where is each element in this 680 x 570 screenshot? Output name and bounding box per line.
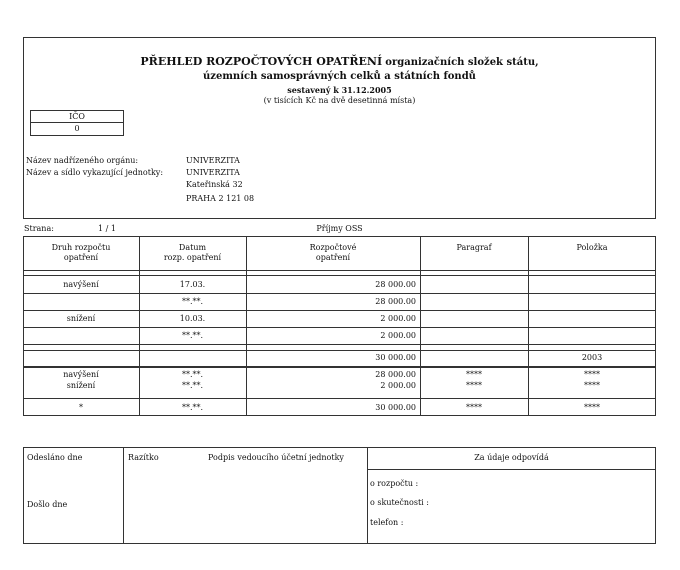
row-line bbox=[23, 275, 656, 276]
row5-amount: 30 000.00 bbox=[375, 353, 416, 362]
signature-label: Podpis vedoucího účetní jednotky bbox=[208, 453, 344, 462]
ico-label: IČO bbox=[69, 112, 85, 121]
summary1-paragraph: **** bbox=[466, 370, 482, 379]
page-value: 1 / 1 bbox=[98, 224, 116, 233]
row1-amount: 28 000.00 bbox=[375, 280, 416, 289]
report-title-line2: územních samosprávných celků a státních fondů bbox=[203, 71, 476, 82]
reality-contact-label: o skutečnosti : bbox=[370, 498, 429, 507]
total-amount: 30 000.00 bbox=[375, 403, 416, 412]
col-header-amount-l1: Rozpočtové bbox=[309, 243, 357, 252]
col-header-item: Položka bbox=[576, 243, 608, 252]
row2-date: **.**. bbox=[181, 297, 204, 306]
superior-label: Název nadřízeného orgánu: bbox=[26, 156, 139, 165]
report-units: (v tisících Kč na dvě desetinná místa) bbox=[263, 96, 416, 105]
row-line bbox=[23, 310, 656, 311]
superior-value: UNIVERZITA bbox=[186, 156, 240, 165]
report-date: sestavený k 31.12.2005 bbox=[287, 85, 392, 95]
row-line bbox=[23, 344, 656, 345]
summary-top-line bbox=[23, 366, 656, 368]
row1-type: navýšení bbox=[63, 280, 99, 289]
row3-type: snížení bbox=[66, 314, 96, 323]
reporter-city: PRAHA 2 121 08 bbox=[186, 194, 255, 203]
footer-line bbox=[367, 469, 656, 470]
row-line bbox=[23, 293, 656, 294]
summary2-date: **.**. bbox=[181, 381, 204, 390]
row1-date: 17.03. bbox=[179, 280, 206, 289]
col-header-type-l1: Druh rozpočtu bbox=[51, 243, 111, 252]
col-header-type bbox=[23, 243, 139, 263]
page-label: Strana: bbox=[24, 224, 54, 233]
col-header-type-l2: opatření bbox=[63, 253, 99, 262]
row-line bbox=[23, 350, 656, 351]
summary2-paragraph: **** bbox=[466, 381, 482, 390]
total-date: **.**. bbox=[181, 403, 204, 412]
col-header-amount bbox=[246, 243, 420, 263]
summary2-amount: 2 000.00 bbox=[380, 381, 416, 390]
report-title-line1 bbox=[23, 55, 656, 69]
ico-divider bbox=[30, 122, 124, 123]
row5-item: 2003 bbox=[581, 353, 603, 362]
section-title: Příjmy OSS bbox=[316, 224, 363, 233]
ico-value: 0 bbox=[74, 124, 80, 133]
footer-sep bbox=[123, 447, 124, 544]
responsible-label: Za údaje odpovídá bbox=[474, 453, 549, 462]
stamp-label: Razítko bbox=[128, 453, 159, 462]
reporter-name: UNIVERZITA bbox=[186, 168, 240, 177]
row2-amount: 28 000.00 bbox=[375, 297, 416, 306]
header-bottom-line bbox=[23, 270, 656, 271]
received-date-label: Došlo dne bbox=[27, 500, 68, 509]
summary1-date: **.**. bbox=[181, 370, 204, 379]
report-title-caps: PŘEHLED ROZPOČTOVÝCH OPATŘENÍ bbox=[140, 55, 383, 68]
col-header-amount-l2: opatření bbox=[315, 253, 351, 262]
summary1-type: navýšení bbox=[63, 370, 99, 379]
budget-contact-label: o rozpočtu : bbox=[370, 479, 419, 488]
row-line bbox=[23, 327, 656, 328]
reporter-street: Kateřinská 32 bbox=[186, 180, 243, 189]
phone-label: telefon : bbox=[370, 518, 404, 527]
reporter-label: Název a sídlo vykazující jednotky: bbox=[26, 168, 164, 177]
row-line bbox=[23, 398, 656, 399]
col-header-date-l2: rozp. opatření bbox=[163, 253, 222, 262]
row4-amount: 2 000.00 bbox=[380, 331, 416, 340]
summary1-amount: 28 000.00 bbox=[375, 370, 416, 379]
total-type: * bbox=[79, 403, 83, 412]
col-header-paragraph: Paragraf bbox=[456, 243, 492, 252]
summary2-type: snížení bbox=[66, 381, 96, 390]
col-header-date-l1: Datum bbox=[178, 243, 207, 252]
report-title-rest: organizačních složek státu, bbox=[385, 57, 539, 68]
total-item: **** bbox=[584, 403, 600, 412]
summary1-item: **** bbox=[584, 370, 600, 379]
total-paragraph: **** bbox=[466, 403, 482, 412]
sent-date-label: Odesláno dne bbox=[27, 453, 83, 462]
summary2-item: **** bbox=[584, 381, 600, 390]
row4-date: **.**. bbox=[181, 331, 204, 340]
col-header-date bbox=[139, 243, 246, 263]
row3-amount: 2 000.00 bbox=[380, 314, 416, 323]
row3-date: 10.03. bbox=[179, 314, 206, 323]
